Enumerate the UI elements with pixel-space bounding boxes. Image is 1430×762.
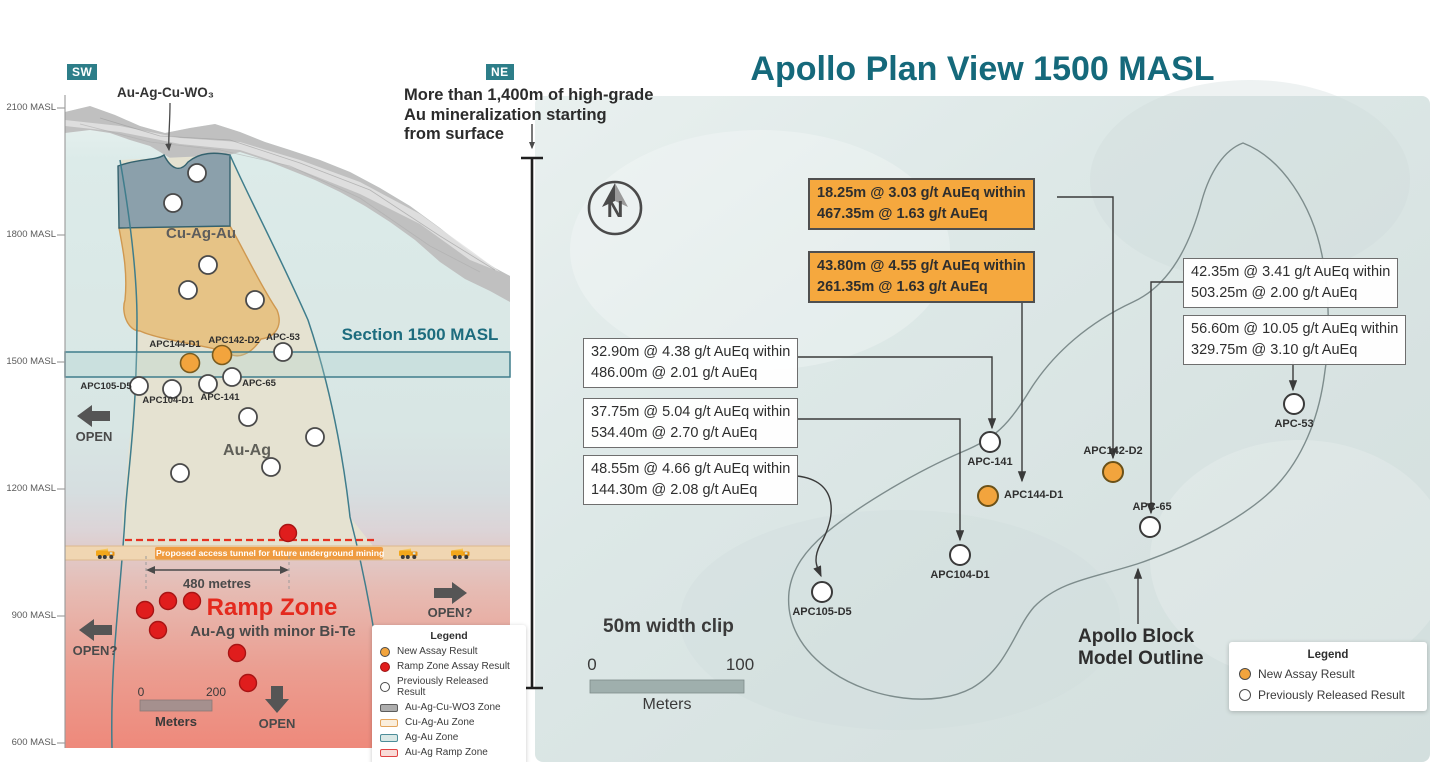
annotation-line: Au mineralization starting [404, 105, 607, 124]
plan-hole-label: APC144-D1 [1004, 489, 1064, 501]
released-dot-icon [1239, 689, 1251, 701]
au-ag-zone-label: Au-Ag [223, 442, 271, 459]
section-hole-label: APC-53 [266, 332, 300, 343]
annotation-line: from surface [404, 125, 504, 143]
callout-line: 56.60m @ 10.05 g/t AuEq within [1191, 321, 1399, 337]
section-legend-label: Ag-Au Zone [405, 732, 459, 743]
tunnel-span-label: 480 metres [183, 576, 251, 591]
plan-legend-title: Legend [1307, 649, 1349, 661]
plan-scale-unit: Meters [642, 696, 692, 713]
open-down-label: OPEN [258, 716, 296, 731]
section-line-label: Section 1500 MASL [341, 325, 499, 344]
callout-line: 42.35m @ 3.41 g/t AuEq within [1191, 264, 1391, 280]
ramp-assay-dot-icon [380, 662, 390, 672]
plan-scale-end: 100 [725, 655, 755, 674]
section-legend-title: Legend [430, 630, 468, 642]
section-hole-label: APC-65 [242, 378, 276, 389]
released-dot-icon [380, 682, 390, 692]
cu-ag-au-zone-label: Cu-Ag-Au [166, 225, 236, 242]
ag-au-zone-swatch-icon [380, 734, 398, 742]
callout-line: 32.90m @ 4.38 g/t AuEq within [591, 344, 791, 360]
plan-hole-label: APC104-D1 [930, 569, 990, 581]
ramp-zone-swatch-icon [380, 749, 398, 757]
callout-line: 503.25m @ 2.00 g/t AuEq [1191, 285, 1358, 301]
assay-callout-new [808, 178, 1035, 230]
plan-legend-label: New Assay Result [1258, 667, 1355, 681]
elevation-label: 2100 MASL [6, 102, 56, 113]
assay-callout [1183, 258, 1398, 308]
callout-line: 329.75m @ 3.10 g/t AuEq [1191, 342, 1358, 358]
elevation-label: 1500 MASL [6, 356, 56, 367]
plan-hole-label: APC-65 [1132, 501, 1172, 513]
section-legend [372, 625, 526, 762]
elevation-label: 900 MASL [11, 610, 56, 621]
assay-callout [583, 398, 798, 448]
elevation-label: 1800 MASL [6, 229, 56, 240]
plan-hole-label: APC-53 [1274, 418, 1314, 430]
open-left-lower-label: OPEN? [72, 643, 118, 658]
wo3-zone-swatch-icon [380, 704, 398, 712]
callout-line: 534.40m @ 2.70 g/t AuEq [591, 425, 758, 441]
assay-callout [583, 455, 798, 505]
callout-line: 261.35m @ 1.63 g/t AuEq [817, 279, 988, 295]
new-assay-dot-icon [1239, 668, 1251, 680]
surface-zone-label: Au-Ag-Cu-WO₃ [117, 85, 214, 100]
new-assay-dot-icon [380, 647, 390, 657]
plan-hole-label: APC105-D5 [792, 606, 852, 618]
plan-hole-label: APC-141 [967, 456, 1013, 468]
ramp-zone-title: Ramp Zone [206, 594, 338, 621]
section-scale-unit: Meters [155, 714, 197, 729]
section-legend-label: Au-Ag Ramp Zone [405, 747, 488, 758]
section-legend-label: Ramp Zone Assay Result [397, 661, 510, 672]
mineralization-annotation [404, 86, 653, 145]
assay-callout [1183, 315, 1406, 365]
section-hole-label: APC105-D5 [80, 381, 132, 392]
callout-line: 18.25m @ 3.03 g/t AuEq within [817, 185, 1026, 201]
section-scale-start: 0 [137, 685, 145, 699]
section-legend-label: Au-Ag-Cu-WO3 Zone [405, 702, 501, 713]
section-hole-label: APC-141 [200, 392, 240, 403]
section-scale-bar [140, 700, 212, 711]
callout-line: 37.75m @ 5.04 g/t AuEq within [591, 404, 791, 420]
assay-callout-new [808, 251, 1035, 303]
plan-scale-start: 0 [587, 655, 597, 674]
callout-line: 486.00m @ 2.01 g/t AuEq [591, 365, 758, 381]
section-hole-label: APC104-D1 [142, 395, 194, 406]
elevation-label: 1200 MASL [6, 483, 56, 494]
sw-badge: SW [67, 64, 97, 80]
section-hole-label: APC144-D1 [149, 339, 201, 350]
section-legend-label: New Assay Result [397, 646, 478, 657]
section-scale-end: 200 [205, 685, 227, 699]
plan-scale-bar [590, 680, 744, 693]
block-model-label-line: Model Outline [1078, 648, 1204, 669]
ne-badge: NE [486, 64, 514, 80]
north-label: N [606, 196, 624, 222]
ramp-zone-subtitle: Au-Ag with minor Bi-Te [190, 623, 356, 640]
annotation-line: More than 1,400m of high-grade [404, 86, 654, 104]
cu-ag-au-zone-swatch-icon [380, 719, 398, 727]
callout-line: 43.80m @ 4.55 g/t AuEq within [817, 258, 1026, 274]
open-right-label: OPEN? [427, 605, 473, 620]
plan-legend-label: Previously Released Result [1258, 688, 1405, 702]
plan-legend [1229, 642, 1427, 711]
elevation-label: 600 MASL [11, 737, 56, 748]
section-legend-label: Cu-Ag-Au Zone [405, 717, 475, 728]
elevation-axis [57, 95, 65, 748]
open-left-label: OPEN [75, 429, 113, 444]
page-title: Apollo Plan View 1500 MASL [750, 50, 1215, 88]
block-model-label-line: Apollo Block [1078, 626, 1195, 647]
width-clip-label: 50m width clip [603, 616, 734, 637]
tunnel-label: Proposed access tunnel for future underground mining [156, 548, 385, 558]
callout-line: 144.30m @ 2.08 g/t AuEq [591, 482, 758, 498]
block-model-label [1078, 626, 1204, 670]
plan-hole-label: APC142-D2 [1083, 445, 1143, 457]
callout-line: 467.35m @ 1.63 g/t AuEq [817, 206, 988, 222]
callout-line: 48.55m @ 4.66 g/t AuEq within [591, 461, 791, 477]
assay-callout [583, 338, 798, 388]
section-legend-label: Previously Released Result [397, 676, 489, 698]
section-hole-label: APC142-D2 [208, 335, 260, 346]
